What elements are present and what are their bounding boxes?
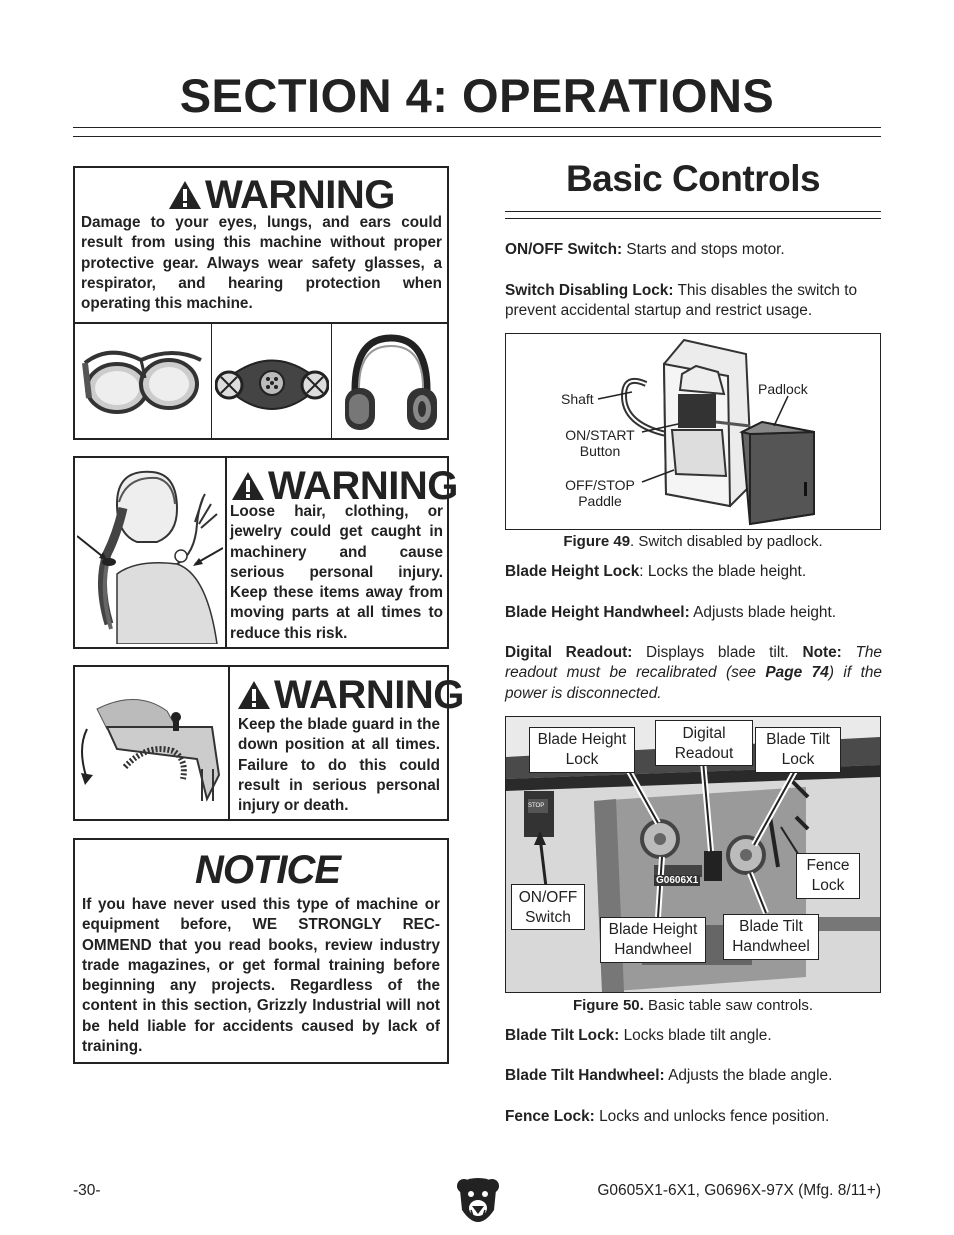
warning-heading [237,675,464,715]
term: Fence Lock: [505,1108,595,1125]
page-reference[interactable]: Page 74 [765,664,829,682]
callout-line: Switch [525,909,571,926]
figure-50-caption [505,997,881,1014]
label-off-stop [558,477,642,509]
callout-line: Readout [674,745,734,762]
desc: This disables the switch to prevent accidental startup and restrict usage. [505,282,858,320]
label-line: Button [579,443,621,459]
divider [211,324,212,438]
notice-text: If you have never used this type of machine or equipment before, WE STRONGLY REC-OMMEND that you read books, review industry trade magazines, or get formal training before beginning any projects. Regardless of the content in this section, Grizzly Industrial will not be held liable for accidents caused by lack of training. [82,896,440,1056]
warning-box-blade-guard [73,665,464,821]
note-label: Note: [802,644,842,661]
respirator-icon [215,343,329,423]
blade-tilt-lock-desc [505,1026,882,1046]
switch-lock-desc [505,281,882,322]
callout-blade-height-lock [529,727,635,773]
heading-rule-top [505,211,881,212]
desc: Displays blade tilt. [632,644,803,661]
divider [228,667,230,819]
callout-blade-tilt-lock [755,727,841,773]
label-line: ON/START [565,427,635,443]
label-on-start [558,427,642,459]
term: Digital Readout: [505,644,633,661]
notice-heading: NOTICE [195,848,341,892]
term: Switch Disabling Lock: [505,282,674,299]
divider [225,458,227,647]
digital-readout-desc [505,643,882,704]
label-line: OFF/STOP [565,477,635,493]
figure-50-frame [505,716,881,993]
page-title: SECTION 4: OPERATIONS [179,69,775,122]
stop-label: STOP [528,803,545,809]
desc: Adjusts the blade angle. [664,1067,833,1084]
callout-line: ON/OFF [518,889,578,906]
blade-height-handwheel-desc [505,603,882,623]
desc: Adjusts blade height. [689,604,837,621]
caption-bold: Figure 50. [572,997,644,1014]
caption-text: . Switch disabled by padlock. [630,533,823,550]
desc: : Locks the blade height. [639,563,807,580]
caption-bold: Figure 49 [563,533,631,550]
section-heading: Basic Controls [565,158,821,199]
callout-line: Blade Tilt [766,731,830,748]
warning-text: Damage to your eyes, lungs, and ears could result from using this machine without proper protective gear. Always wear safety glasses, a respirator, and hearing protection when operating this machine. [81,214,442,313]
callout-fence-lock [796,853,860,899]
desc: Locks blade tilt angle. [619,1027,772,1044]
warning-heading-text: WARNING [205,173,395,217]
callout-line: Handwheel [614,941,692,958]
blade-height-lock-desc [505,562,882,582]
callout-line: Blade Height [608,921,698,938]
ear-muffs-icon [337,332,445,436]
warning-box-protective-gear [73,166,449,440]
model-reference: G0605X1-6X1, G0696X-97X (Mfg. 8/11+) [597,1182,881,1199]
machine-model-plate: G0606X1 [656,875,699,886]
person-hair-tied-illustration [77,464,223,644]
desc: Starts and stops motor. [622,241,785,258]
figure-49-frame [505,333,881,530]
warning-heading [168,175,395,215]
callout-line: Lock [565,751,599,768]
callout-line: Handwheel [732,938,810,955]
blade-tilt-handwheel-desc [505,1066,882,1086]
warning-text: Keep the blade guard in the down position at all times. Failure to do this could result in serious personal injury or death. [238,716,440,815]
callout-blade-tilt-handwheel [723,914,819,960]
callout-line: Lock [811,877,845,894]
on-off-switch-desc [505,240,882,260]
label-shaft: Shaft [561,391,594,407]
callout-digital-readout [655,720,753,766]
desc: Locks and unlocks fence position. [594,1108,830,1125]
warning-box-loose-clothing [73,456,458,649]
safety-glasses-icon [79,338,207,428]
callout-line: Digital [682,725,726,742]
warning-triangle-icon [237,680,271,710]
divider [75,322,447,324]
figure-49-caption [505,533,881,550]
note-text: The readout must be recalibrated (see [505,644,882,682]
callout-line: Fence [806,857,850,874]
warning-heading-text: WARNING [268,464,458,508]
warning-triangle-icon [168,180,202,210]
term: Blade Tilt Handwheel: [505,1067,665,1084]
callout-blade-height-handwheel [600,917,706,963]
term: Blade Height Lock [505,563,640,580]
caption-text: Basic table saw controls. [643,997,814,1014]
callout-line: Blade Tilt [739,918,803,935]
label-line: Paddle [578,493,622,509]
notice-box [73,838,449,1064]
heading-rule-bottom [505,218,881,219]
title-rule-bottom [73,136,881,137]
callout-on-off-switch [511,884,585,930]
bear-logo-icon [456,1176,500,1224]
label-padlock: Padlock [758,381,808,397]
callout-line: Lock [781,751,815,768]
warning-triangle-icon [231,471,265,501]
callout-line: Blade Height [537,731,627,748]
page-number: -30- [73,1182,101,1199]
divider [331,324,332,438]
blade-guard-illustration [77,689,225,805]
warning-heading [231,466,458,506]
term: ON/OFF Switch: [505,241,623,258]
title-rule-top [73,127,881,128]
term: Blade Height Handwheel: [505,604,690,621]
note-text: ) if the power is disconnected. [505,664,882,702]
term: Blade Tilt Lock: [505,1027,620,1044]
fence-lock-desc [505,1107,882,1127]
warning-heading-text: WARNING [274,673,464,717]
warning-text: Loose hair, clothing, or jewelry could get caught in machinery and cause serious personal injury. Keep these items away from moving parts at all times to reduce this risk. [230,503,443,642]
